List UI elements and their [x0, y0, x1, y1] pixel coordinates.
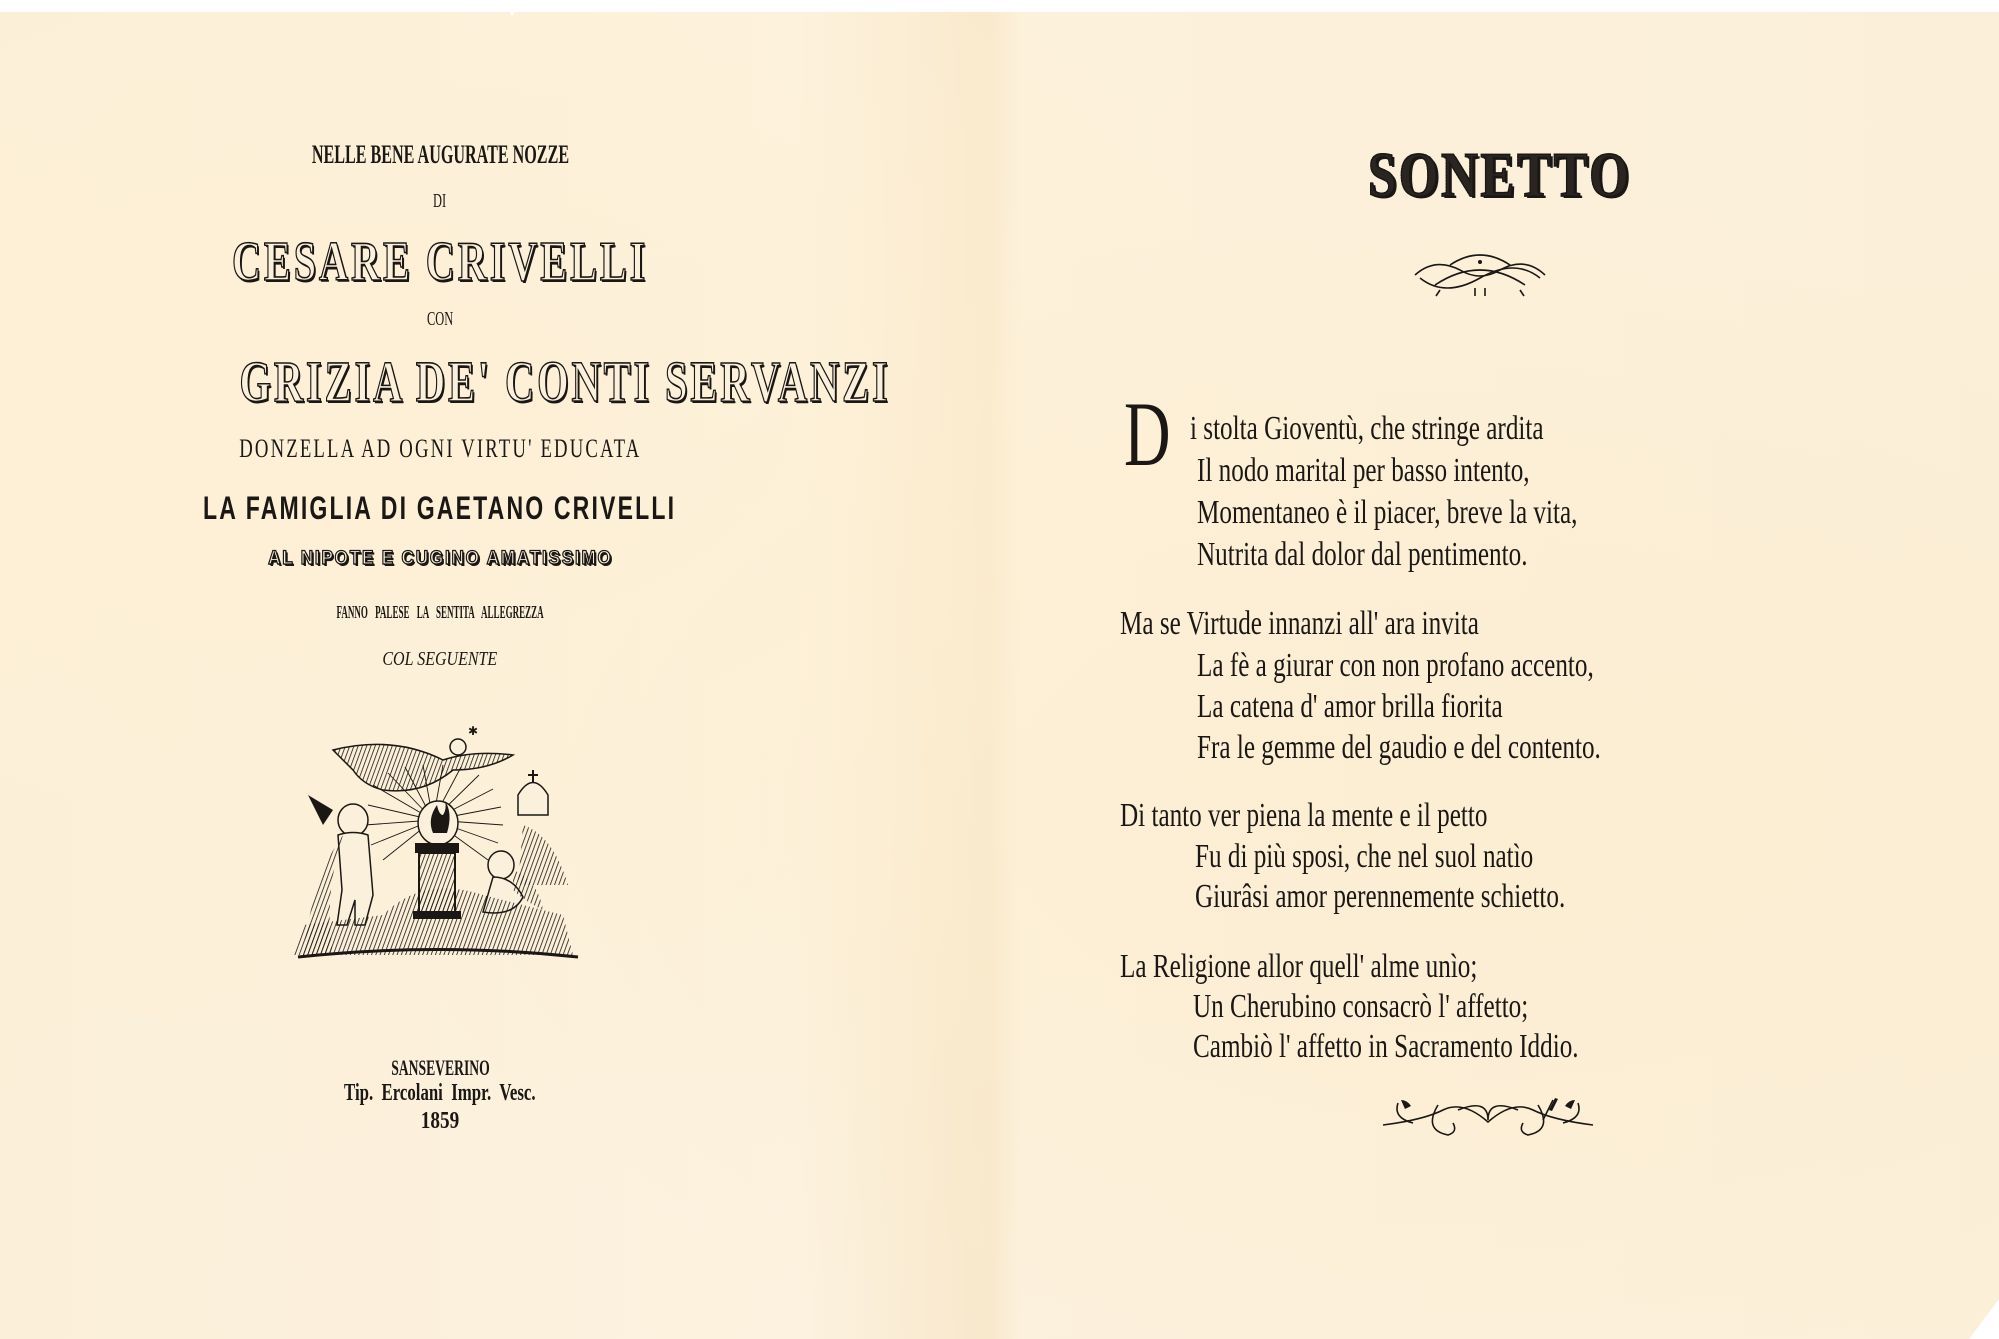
verse-text: Cambiò l' affetto in Sacramento Iddio. — [1193, 1028, 1579, 1065]
relation-line — [100, 548, 780, 570]
family-line — [100, 490, 780, 527]
con-line — [100, 308, 780, 331]
verse-line — [1195, 838, 1652, 876]
verse-line — [1193, 1028, 1714, 1066]
verse-line — [1120, 605, 1605, 643]
verse-line — [1120, 797, 1617, 835]
verse-text: Fra le gemme del gaudio e del contento. — [1197, 729, 1601, 766]
svg-text:✱: ✱ — [468, 724, 479, 738]
verse-line — [1197, 536, 1644, 574]
verse-text: Giurâsi amor perennemente schietto. — [1195, 878, 1566, 915]
engraving-illustration — [293, 725, 583, 975]
verse-line — [1193, 988, 1646, 1026]
announcement-text: FANNO PALESE LA SENTITA ALLEGREZZA — [336, 602, 544, 622]
drop-cap-letter: D — [1124, 383, 1171, 485]
verse-text: La Religione allor quell' alme unìo; — [1120, 948, 1478, 985]
verse-line — [1190, 410, 1668, 448]
con-text: CON — [426, 308, 454, 330]
verse-text: Momentaneo è il piacer, breve la vita, — [1197, 494, 1578, 531]
verse-line — [1197, 688, 1610, 726]
verse-line — [1197, 729, 1743, 767]
relation-text: AL NIPOTE E CUGINO AMATISSIMO — [267, 548, 613, 569]
imprint-printer-text: Tip. Ercolani Impr. Vesc. — [344, 1080, 536, 1106]
verse-text: Ma se Virtude innanzi all' ara invita — [1120, 605, 1479, 642]
frontispiece — [100, 0, 891, 1339]
imprint-place — [100, 1055, 780, 1081]
verse-line — [1197, 494, 1711, 532]
announcement-line — [100, 602, 780, 623]
verse-text: Il nodo marital per basso intento, — [1197, 452, 1530, 489]
family-text: LA FAMIGLIA DI GAETANO CRIVELLI — [203, 490, 677, 526]
drop-cap — [1124, 383, 1190, 485]
groom-name — [100, 230, 780, 294]
following-line — [100, 648, 780, 671]
bride-name-text: GRIZIA DE' CONTI SERVANZI — [239, 349, 891, 414]
paper-torn-corner — [1969, 1299, 1999, 1339]
verse-text: Fu di più sposi, che nel suol natìo — [1195, 838, 1534, 875]
imprint-printer — [100, 1080, 780, 1107]
dedication-text: NELLE BENE AUGURATE NOZZE — [311, 140, 569, 169]
verse-text: Di tanto ver piena la mente e il petto — [1120, 797, 1488, 834]
following-text: COL SEGUENTE — [382, 648, 498, 670]
imprint-year-text: 1859 — [420, 1108, 460, 1134]
groom-name-text: CESARE CRIVELLI — [231, 231, 649, 293]
bride-epithet — [100, 434, 780, 464]
verse-text: i stolta Gioventù, che stringe ardita — [1190, 410, 1544, 447]
imprint-place-text: SANSEVERINO — [390, 1055, 490, 1080]
verse-text: Un Cherubino consacrò l' affetto; — [1193, 988, 1529, 1025]
bride-epithet-text: DONZELLA AD OGNI VIRTU' EDUCATA — [238, 434, 642, 463]
verse-text: Nutrita dal dolor dal pentimento. — [1197, 536, 1528, 573]
sonnet-title-text: SONETTO — [1368, 139, 1632, 210]
verse-line — [1197, 647, 1733, 685]
bottom-flourish-ornament-icon — [1383, 1095, 1593, 1140]
imprint-year — [100, 1108, 780, 1135]
di-text: DI — [433, 190, 447, 212]
di-line — [100, 190, 780, 213]
sonnet-title — [1050, 138, 1950, 212]
verse-line — [1120, 948, 1603, 986]
angel-altar-engraving-icon — [293, 725, 583, 975]
bride-name — [100, 348, 891, 415]
top-flourish-ornament-icon — [1410, 250, 1550, 300]
verse-line — [1195, 878, 1695, 916]
verse-line — [1197, 452, 1646, 490]
verse-text: La catena d' amor brilla fiorita — [1197, 688, 1503, 725]
dedication-line — [100, 140, 780, 170]
verse-text: La fè a giurar con non profano accento, — [1197, 647, 1594, 684]
